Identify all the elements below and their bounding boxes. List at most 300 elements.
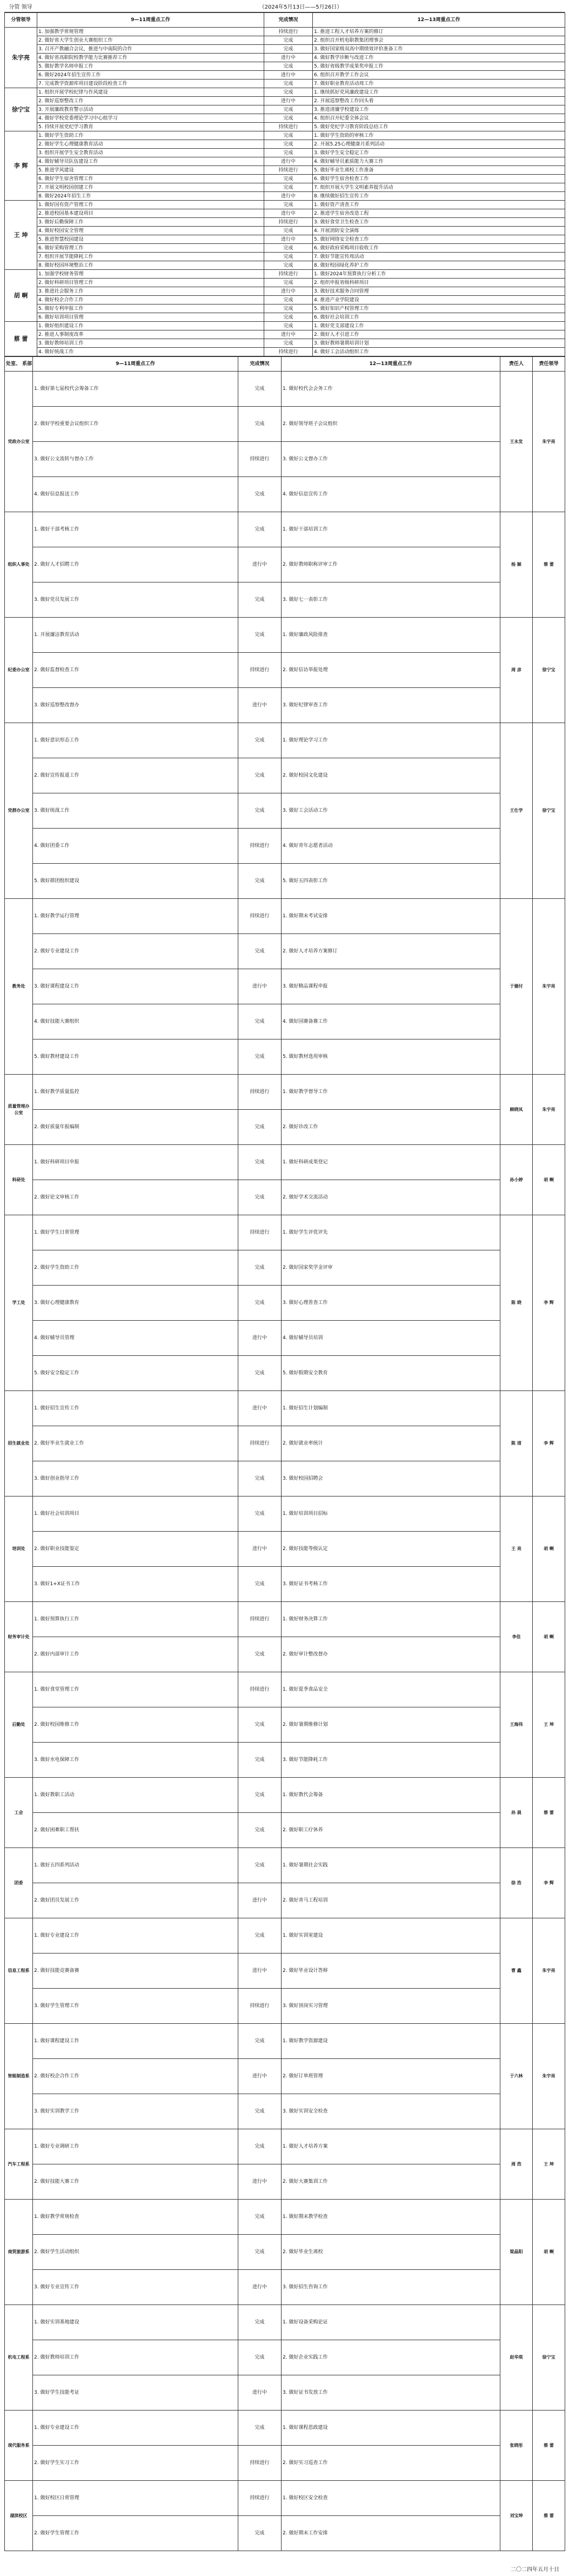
task-next: 3. 做好国家级双高中期绩效评价准备工作 <box>313 45 565 54</box>
task-current: 6. 做好2024年招生宣传工作 <box>37 71 264 80</box>
task-status: 完成 <box>238 1180 282 1215</box>
task-status: 完成 <box>238 2235 282 2270</box>
department-name: 组织人事处 <box>5 512 33 618</box>
task-status: 完成 <box>238 934 282 969</box>
table-row <box>5 1989 565 2024</box>
task-next: 1. 做好学生评优评先 <box>282 1215 500 1250</box>
table-row <box>5 1743 565 1778</box>
task-current: 3. 做好后勤保障工作 <box>37 218 264 227</box>
task-current: 1. 做好社会培训项目 <box>33 1496 238 1532</box>
responsible-person: 王永发 <box>500 372 533 512</box>
table-row <box>5 723 565 758</box>
task-next: 2. 开展5.25心理健康月系列活动 <box>313 140 565 149</box>
task-next: 1. 做好培训项目招标 <box>282 1496 500 1532</box>
task-current: 1. 加强教学常规管理 <box>37 28 264 36</box>
table-row <box>5 1883 565 1918</box>
task-next: 2. 做好技能等级认定 <box>282 1532 500 1567</box>
table-row <box>5 149 565 157</box>
task-current: 2. 推进人事制度改革 <box>37 330 264 339</box>
supervising-leader: 朱宇亮 <box>533 2024 565 2129</box>
task-next: 2. 做好青马工程培训 <box>282 1883 500 1918</box>
table-row <box>5 2200 565 2235</box>
task-current: 6. 做好学生宿舍管理工作 <box>37 175 264 183</box>
task-next: 2. 做好毕业生离校 <box>282 2235 500 2270</box>
responsible-person: 刘宝坤 <box>500 2481 533 2551</box>
task-status: 完成 <box>238 2200 282 2235</box>
task-next: 8. 做好校园绿化养护工作 <box>313 261 565 270</box>
schedule-document <box>4 0 565 2576</box>
table-row <box>5 2129 565 2164</box>
task-next: 2. 做好期末工作安排 <box>282 2516 500 2551</box>
task-next: 2. 做好职工疗休养 <box>282 1813 500 1848</box>
table-row <box>5 62 565 71</box>
task-status: 持续进行 <box>264 123 313 131</box>
task-current: 1. 做好实训基地建设 <box>33 2305 238 2340</box>
task-current: 1. 做好专业建设工作 <box>33 2411 238 2446</box>
task-current: 4. 做好省高职院校教学能力比赛推荐工作 <box>37 54 264 62</box>
leader-name: 朱宇亮 <box>5 28 37 88</box>
supervising-leader: 徐宁宝 <box>533 723 565 899</box>
responsible-person: 徐 浩 <box>500 1848 533 1918</box>
task-status: 进行中 <box>238 547 282 582</box>
supervising-leader: 朱宇亮 <box>533 1918 565 2024</box>
task-status: 完成 <box>238 1110 282 1145</box>
col-work-12-13: 12—13周重点工作 <box>313 13 565 28</box>
task-status: 进行中 <box>238 1391 282 1426</box>
task-status: 进行中 <box>264 54 313 62</box>
task-next: 1. 做好暑期社会实践 <box>282 1848 500 1883</box>
task-next: 1. 推进工程人才培养方案的修订 <box>313 28 565 36</box>
task-current: 5. 做好教学名师申报工作 <box>37 62 264 71</box>
task-current: 5. 做好群团组织建设 <box>33 864 238 899</box>
table-row <box>5 166 565 175</box>
table-row <box>5 2024 565 2059</box>
task-status: 持续进行 <box>264 270 313 279</box>
table-row <box>5 1848 565 1883</box>
task-current: 2. 做好监督检查工作 <box>33 653 238 688</box>
department-name: 科研处 <box>5 1145 33 1215</box>
task-status: 完成 <box>238 2024 282 2059</box>
supervising-leader: 朱宇亮 <box>533 372 565 512</box>
responsible-person: 李佳 <box>500 1602 533 1672</box>
task-next: 2. 做好就业率统计 <box>282 1426 500 1461</box>
task-current: 1. 做好学生日常管理 <box>33 1215 238 1250</box>
table-row <box>5 1567 565 1602</box>
task-next: 2. 做好诊改工作 <box>282 1110 500 1145</box>
task-next: 3. 做好技术服务合同管理 <box>313 287 565 296</box>
task-current: 3. 召开产教融合会议，推进与中南院的合作 <box>37 45 264 54</box>
supervising-leader: 胡 啊 <box>533 1496 565 1602</box>
col-owner: 分管领导 <box>5 13 37 28</box>
task-next: 1. 做好期末考试安排 <box>282 899 500 934</box>
task-next: 3. 做好教师暑期培训计划 <box>313 339 565 348</box>
task-status: 进行中 <box>264 97 313 105</box>
table-row <box>5 1602 565 1637</box>
task-current: 5. 推进学风建设 <box>37 166 264 175</box>
task-next: 1. 做好期末教学检查 <box>282 2200 500 2235</box>
task-status: 进行中 <box>264 235 313 244</box>
table-row <box>5 899 565 934</box>
table-row <box>5 618 565 653</box>
header-left-label: 分管 领导 <box>9 4 32 10</box>
task-next: 5. 做好五四表彰工作 <box>282 864 500 899</box>
task-current: 4. 做好技能大赛组织 <box>33 1004 238 1039</box>
task-next: 1. 做好廉政风险排查 <box>282 618 500 653</box>
task-current: 1. 做好意识形态工作 <box>33 723 238 758</box>
task-next: 3. 做好纪律审查工作 <box>282 688 500 723</box>
table-row <box>5 2270 565 2305</box>
col-work-9-11: 9—11周重点工作 <box>37 13 264 28</box>
task-next: 3. 推进清廉学校建设工作 <box>313 105 565 114</box>
task-next: 6. 做好社会培训工作 <box>313 313 565 322</box>
task-next: 2. 做好企业实践工作 <box>282 2340 500 2375</box>
task-next: 1. 做好招生计划编制 <box>282 1391 500 1426</box>
task-next: 1. 做好课程思政建设 <box>282 2411 500 2446</box>
task-status: 完成 <box>238 1637 282 1672</box>
table-row <box>5 123 565 131</box>
task-next: 2. 做好毕业设计答辩 <box>282 1953 500 1989</box>
task-next: 7. 做好职业教育活动周工作 <box>313 80 565 88</box>
table-row <box>5 758 565 793</box>
task-current: 4. 做好校企合作工作 <box>37 296 264 304</box>
task-next: 4. 做好教学诊断与改进工作 <box>313 54 565 62</box>
task-status: 进行中 <box>238 2270 282 2305</box>
table-row <box>5 1672 565 1707</box>
task-status: 持续进行 <box>238 829 282 864</box>
department-name: 信息工程系 <box>5 1918 33 2024</box>
table-row <box>5 864 565 899</box>
supervising-leader: 李 辉 <box>533 1215 565 1391</box>
task-next: 4. 做好辅导员素质能力大赛工作 <box>313 157 565 166</box>
task-next: 2. 做好领导班子会议组织 <box>282 407 500 442</box>
task-status: 完成 <box>238 723 282 758</box>
task-status: 持续进行 <box>238 2446 282 2481</box>
task-status: 持续进行 <box>264 166 313 175</box>
col-dept: 处室、 系部 <box>5 357 33 372</box>
task-next: 4. 开展消防安全演练 <box>313 227 565 235</box>
task-status: 持续进行 <box>264 348 313 356</box>
task-current: 3. 做好课程建设工作 <box>33 969 238 1004</box>
supervising-leader: 徐宁宝 <box>533 618 565 723</box>
task-status: 完成 <box>238 1496 282 1532</box>
task-next: 3. 做好证书考核工作 <box>282 1567 500 1602</box>
task-current: 1. 加强学校财务管理 <box>37 270 264 279</box>
task-status: 完成 <box>264 261 313 270</box>
department-name: 后勤处 <box>5 1672 33 1778</box>
task-status: 完成 <box>264 149 313 157</box>
supervising-leader: 胡 啊 <box>533 1602 565 1672</box>
task-current: 2. 做好学生心理健康教育活动 <box>37 140 264 149</box>
table-row <box>5 330 565 339</box>
task-current: 4. 做好团委工作 <box>33 829 238 864</box>
table-row <box>5 1707 565 1743</box>
leader-name: 蔡 蕾 <box>5 322 37 356</box>
task-status: 完成 <box>238 1778 282 1813</box>
table-row <box>5 2094 565 2129</box>
task-next: 1. 做好教学督导工作 <box>282 1075 500 1110</box>
task-current: 1. 做好食堂管理工作 <box>33 1672 238 1707</box>
supervising-leader: 朱宇亮 <box>533 1075 565 1145</box>
col-work-12-13-b: 12—13周重点工作 <box>282 357 500 372</box>
leader-name: 胡 啊 <box>5 270 37 322</box>
task-status: 完成 <box>264 175 313 183</box>
table-row <box>5 235 565 244</box>
task-status: 完成 <box>264 322 313 330</box>
department-name: 湖滨校区 <box>5 2481 33 2551</box>
task-status: 持续进行 <box>238 1602 282 1637</box>
task-current: 3. 做好水电保障工作 <box>33 1743 238 1778</box>
task-current: 1. 做好国有资产管理工作 <box>37 201 264 209</box>
table-row <box>5 105 565 114</box>
task-status: 完成 <box>264 183 313 192</box>
responsible-person: 王 亮 <box>500 1496 533 1602</box>
table-row <box>5 296 565 304</box>
table-row <box>5 512 565 547</box>
table-row <box>5 209 565 218</box>
task-status: 完成 <box>238 758 282 793</box>
task-status: 进行中 <box>238 1321 282 1356</box>
task-status: 完成 <box>238 1918 282 1953</box>
department-name: 商贸旅游系 <box>5 2200 33 2305</box>
supervising-leader: 蔡 蕾 <box>533 1778 565 1848</box>
task-status: 完成 <box>238 1250 282 1286</box>
table-row <box>5 287 565 296</box>
task-status: 完成 <box>238 1848 282 1883</box>
col-responsible: 责任人 <box>500 357 533 372</box>
task-next: 6. 组织召开教学工作会议 <box>313 71 565 80</box>
table-row <box>5 253 565 261</box>
task-status: 持续进行 <box>238 653 282 688</box>
responsible-person: 梁晶阳 <box>500 2200 533 2305</box>
task-next: 1. 做好设备采购论证 <box>282 2305 500 2340</box>
task-next: 2. 做好信访举报处理 <box>282 653 500 688</box>
task-current: 2. 做好困难职工帮扶 <box>33 1813 238 1848</box>
task-next: 3. 做好学生安全稳定工作 <box>313 149 565 157</box>
supervising-leader: 蔡 蕾 <box>533 2411 565 2481</box>
table-row <box>5 1918 565 1953</box>
task-next: 2. 做好订单班管理 <box>282 2059 500 2094</box>
task-current: 2. 做好校企合作工作 <box>33 2059 238 2094</box>
table-row <box>5 2446 565 2481</box>
responsible-person: 于六林 <box>500 2024 533 2129</box>
task-status: 完成 <box>264 45 313 54</box>
task-status: 进行中 <box>238 2164 282 2200</box>
task-status: 进行中 <box>238 2059 282 2094</box>
task-current: 2. 做好技能大赛工作 <box>33 2164 238 2200</box>
table-row <box>5 1356 565 1391</box>
task-current: 2. 做好技能竞赛备赛 <box>33 1953 238 1989</box>
supervising-leader: 王 坤 <box>533 1672 565 1778</box>
table-row <box>5 1004 565 1039</box>
task-current: 1. 做好教学质量监控 <box>33 1075 238 1110</box>
table-row <box>5 313 565 322</box>
task-current: 2. 做好学生资助工作 <box>33 1250 238 1286</box>
department-name: 机电工程系 <box>5 2305 33 2411</box>
task-current: 1. 做好五四系列活动 <box>33 1848 238 1883</box>
task-next: 3. 做好心理普查工作 <box>282 1286 500 1321</box>
task-status: 完成 <box>238 1356 282 1391</box>
responsible-person: 于德付 <box>500 899 533 1075</box>
task-current: 5. 持续开展党纪学习教育 <box>37 123 264 131</box>
col-status: 完成情况 <box>264 13 313 28</box>
responsible-person: 陈 清 <box>500 1391 533 1496</box>
task-current: 5. 做好专利申报工作 <box>37 304 264 313</box>
table-row <box>5 1110 565 1145</box>
task-status: 完成 <box>264 131 313 140</box>
responsible-person: 顾晓凤 <box>500 1075 533 1145</box>
task-current: 2. 推进校园基本建设项目 <box>37 209 264 218</box>
supervising-leader: 王 坤 <box>533 2129 565 2200</box>
responsible-person: 王海伟 <box>500 1672 533 1778</box>
task-current: 2. 做好巡察整改工作 <box>37 97 264 105</box>
task-status: 完成 <box>264 36 313 45</box>
task-current: 2. 做好宣传报道工作 <box>33 758 238 793</box>
task-current: 8. 做好2024年招生工作 <box>37 192 264 201</box>
table-row <box>5 407 565 442</box>
task-next: 1. 做好教学资源建设 <box>282 2024 500 2059</box>
task-next: 2. 做好人才引进工作 <box>313 330 565 339</box>
task-current: 2. 做好教师培训工作 <box>33 2340 238 2375</box>
task-status: 完成 <box>238 1813 282 1848</box>
task-next: 2. 组织召开机电职教集团理事会 <box>313 36 565 45</box>
task-status: 完成 <box>238 1567 282 1602</box>
task-current: 2. 做好学生活动组织 <box>33 2235 238 2270</box>
task-status: 完成 <box>238 864 282 899</box>
task-current: 4. 做好辅导员队伍建设工作 <box>37 157 264 166</box>
department-name: 工会 <box>5 1778 33 1848</box>
task-status: 进行中 <box>264 71 313 80</box>
task-next: 4. 推进产业学院建设 <box>313 296 565 304</box>
leader-name: 王 坤 <box>5 201 37 270</box>
task-status: 完成 <box>238 618 282 653</box>
responsible-person: 曹 鑫 <box>500 1918 533 2024</box>
task-next: 3. 做好实训安全检查 <box>282 2094 500 2129</box>
table-row <box>5 547 565 582</box>
task-next: 3. 做好校园招聘会 <box>282 1461 500 1496</box>
task-status: 完成 <box>264 253 313 261</box>
task-status: 完成 <box>238 407 282 442</box>
task-next: 4. 组织召开纪委全体会议 <box>313 114 565 123</box>
task-current: 1. 做好第七届校代会筹备工作 <box>33 372 238 407</box>
task-current: 2. 做好专业建设工作 <box>33 934 238 969</box>
task-status: 进行中 <box>238 2375 282 2411</box>
task-current: 5. 推进智慧校园建设 <box>37 235 264 244</box>
department-name: 教务处 <box>5 899 33 1075</box>
task-status: 完成 <box>264 339 313 348</box>
department-name: 团委 <box>5 1848 33 1918</box>
table-row <box>5 582 565 618</box>
task-current: 1. 组织开展学校纪律与作风建设 <box>37 88 264 97</box>
task-current: 2. 做好质量年报编制 <box>33 1110 238 1145</box>
task-current: 2. 做好职业技能鉴定 <box>33 1532 238 1567</box>
task-current: 1. 做好课程建设工作 <box>33 2024 238 2059</box>
task-status: 进行中 <box>238 1953 282 1989</box>
department-name: 质量管理办公室 <box>5 1075 33 1145</box>
task-next: 1. 做好资产清查工作 <box>313 201 565 209</box>
task-next: 1. 做好教代会筹备 <box>282 1778 500 1813</box>
task-next: 4. 做好青年志愿者活动 <box>282 829 500 864</box>
task-current: 1. 做好干部考核工作 <box>33 512 238 547</box>
task-next: 1. 做好校代会会务工作 <box>282 372 500 407</box>
task-current: 2. 做好人才招聘工作 <box>33 547 238 582</box>
task-current: 2. 做好学生实习工作 <box>33 2446 238 2481</box>
task-current: 3. 开展廉政教育警示活动 <box>37 105 264 114</box>
task-status: 完成 <box>264 114 313 123</box>
table-row <box>5 71 565 80</box>
task-next: 5. 做好省级教学成果奖申报工作 <box>313 62 565 71</box>
table-row <box>5 140 565 149</box>
task-status: 持续进行 <box>238 899 282 934</box>
task-next: 7. 做好节能宣传周活动 <box>313 253 565 261</box>
task-current: 2. 做好科研项目管理工作 <box>37 279 264 287</box>
table-row <box>5 80 565 88</box>
task-next: 1. 做好理论学习工作 <box>282 723 500 758</box>
task-next: 3. 做好工会活动工作 <box>282 793 500 829</box>
task-next: 6. 做好政府采购项目验收工作 <box>313 244 565 253</box>
task-status: 完成 <box>264 80 313 88</box>
task-status: 持续进行 <box>238 1215 282 1250</box>
supervising-leader: 李 辉 <box>533 1391 565 1496</box>
table-row <box>5 477 565 512</box>
task-status: 完成 <box>238 1039 282 1075</box>
task-current: 6. 做好采购管理工作 <box>37 244 264 253</box>
task-current: 2. 做好论文审核工作 <box>33 1180 238 1215</box>
task-next: 2. 做好实习巡查工作 <box>282 2446 500 2481</box>
table-row <box>5 829 565 864</box>
task-current: 3. 组织开展学生安全教育活动 <box>37 149 264 157</box>
table-row <box>5 157 565 166</box>
task-next: 1. 做好2024年预算执行分析工作 <box>313 270 565 279</box>
task-next: 1. 做好干部培训工作 <box>282 512 500 547</box>
leaders-table <box>4 12 565 356</box>
table-row <box>5 175 565 183</box>
responsible-person: 周 彦 <box>500 618 533 723</box>
task-current: 1. 做好教学运行管理 <box>33 899 238 934</box>
departments-table <box>4 356 565 2551</box>
task-status: 完成 <box>264 201 313 209</box>
task-next: 4. 做好国赛备赛工作 <box>282 1004 500 1039</box>
task-status: 完成 <box>238 2094 282 2129</box>
task-current: 1. 做好组织建设工作 <box>37 322 264 330</box>
task-status: 完成 <box>238 2340 282 2375</box>
task-status: 完成 <box>264 313 313 322</box>
task-next: 1. 做好科研成果登记 <box>282 1145 500 1180</box>
task-status: 进行中 <box>238 688 282 723</box>
task-status: 完成 <box>264 296 313 304</box>
task-next: 3. 做好顶岗实习管理 <box>282 1989 500 2024</box>
task-next: 1. 做好校区安全检查 <box>282 2481 500 2516</box>
task-status: 完成 <box>238 2129 282 2164</box>
table-row <box>5 1426 565 1461</box>
document-date: 二〇二四年五月十日 <box>511 2567 559 2573</box>
task-status: 持续进行 <box>238 1989 282 2024</box>
task-current: 2. 做好团员发展工作 <box>33 1883 238 1918</box>
task-next: 1. 做好实训室建设 <box>282 1918 500 1953</box>
task-next: 5. 做好假期安全教育 <box>282 1356 500 1391</box>
task-next: 4. 做好信息宣传工作 <box>282 477 500 512</box>
leader-name: 徐宁宝 <box>5 88 37 131</box>
task-next: 5. 做好教材选用审核 <box>282 1039 500 1075</box>
task-status: 进行中 <box>264 157 313 166</box>
task-status: 完成 <box>264 105 313 114</box>
task-next: 2. 做好学术交流活动 <box>282 1180 500 1215</box>
task-next: 1. 做好党支部建设工作 <box>313 322 565 330</box>
task-status: 完成 <box>238 1743 282 1778</box>
supervising-leader: 蔡 蕾 <box>533 512 565 618</box>
department-name: 财务审计处 <box>5 1602 33 1672</box>
task-next: 3. 做好七一表彰工作 <box>282 582 500 618</box>
task-status: 持续进行 <box>264 218 313 227</box>
